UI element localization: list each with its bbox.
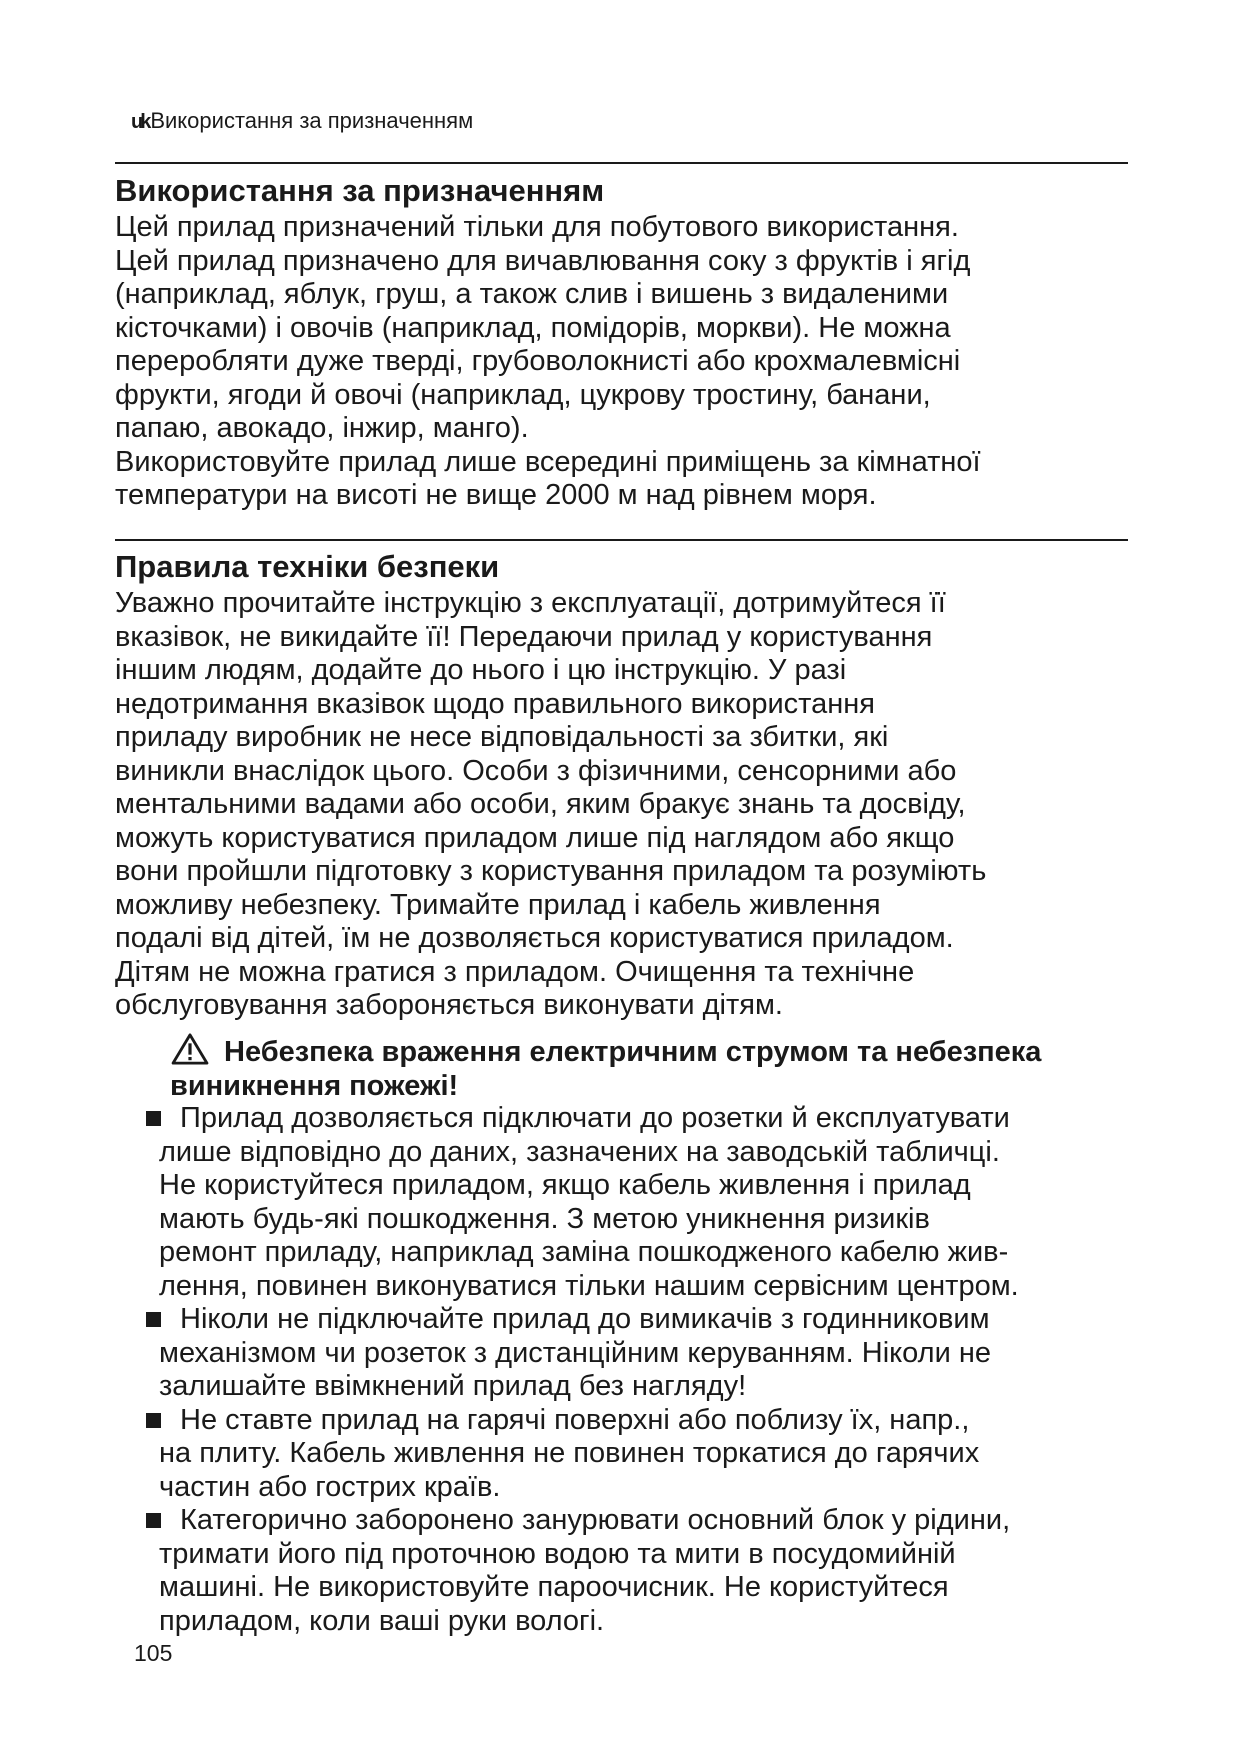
text-line: ментальними вадами або особи, яким бракує знань та досвіду, [115, 788, 966, 820]
warning-triangle-icon [170, 1033, 210, 1065]
list-item-text: Не ставте прилад на гарячі поверхні або поблизу їх, напр., [180, 1403, 970, 1436]
intended-use-heading: Використання за призначенням [115, 173, 605, 208]
list-item-text: Категорично заборонено занурювати основний блок у рідини, [180, 1504, 1011, 1536]
safety-text [115, 587, 1145, 1023]
list-item-text: залишайте ввімкнений прилад без нагляду! [159, 1370, 747, 1402]
text-line: вказівок, не викидайте її! Передаючи прилад у користування [115, 620, 933, 653]
text-line: недотримання вказівок щодо правильного використання [115, 687, 876, 720]
square-bullet-icon [146, 1312, 161, 1327]
list-item-text: Ніколи не підключайте прилад до вимикачів з годинниковим [180, 1303, 990, 1335]
square-bullet-icon [146, 1111, 161, 1126]
list-item-text: механізмом чи розеток з дистанційним керуванням. Ніколи не [159, 1336, 991, 1369]
list-item-text: на плиту. Кабель живлення не повинен торкатися до гарячих [159, 1437, 980, 1469]
text-line: температури на висоті не вище 2000 м над рівнем моря. [115, 479, 877, 511]
safety-heading: Правила техніки безпеки [115, 549, 500, 584]
list-item-text: лише відповідно до даних, зазначених на заводській табличці. [159, 1135, 1000, 1168]
list-item-text: Не користуйтеся приладом, якщо кабель живлення і прилад [159, 1169, 971, 1201]
text-line: папаю, авокадо, інжир, манго). [115, 412, 529, 444]
square-bullet-icon [146, 1513, 161, 1528]
text-line: (наприклад, яблук, груш, а також слив і вишень з видаленими [115, 278, 949, 310]
warning-line [170, 1033, 1170, 1069]
list-item [146, 1504, 1166, 1638]
list-item-text: Прилад дозволяється підключати до розетки й експлуатувати [180, 1102, 1010, 1134]
text-line: іншим людям, додайте до нього і цю інструкцію. У разі [115, 654, 847, 686]
electric-shock-warning [170, 1033, 1170, 1103]
language-code: uk [131, 111, 149, 133]
section-divider [115, 162, 1128, 164]
running-header-title: Використання за призначенням [150, 108, 474, 133]
text-line: Цей прилад призначено для вичавлювання соку з фруктів і ягід [115, 244, 971, 277]
text-line: подалі від дітей, їм не дозволяється користуватися приладом. [115, 922, 954, 954]
list-item [146, 1102, 1166, 1303]
text-line: Уважно прочитайте інструкцію з експлуатації, дотримуйтеся її [115, 587, 946, 619]
intended-use-text [115, 211, 1145, 513]
text-line: Цей прилад призначений тільки для побутового використання. [115, 211, 959, 243]
text-line: приладу виробник не несе відповідальності за збитки, які [115, 721, 889, 753]
text-line: кісточками) і овочів (наприклад, помідорів, моркви). Не можна [115, 311, 951, 344]
text-line: вони пройшли підготовку з користування приладом та розуміють [115, 855, 987, 887]
running-header [131, 108, 473, 135]
list-item-text: частин або гострих країв. [159, 1470, 501, 1503]
safety-bullet-list [146, 1102, 1166, 1638]
safety-section [115, 547, 1145, 1023]
page-number: 105 [134, 1640, 173, 1666]
text-line: обслуговування забороняється виконувати дітям. [115, 989, 783, 1021]
text-line: фрукти, ягоди й овочі (наприклад, цукрову тростину, банани, [115, 378, 931, 411]
text-line: переробляти дуже тверді, грубоволокнисті або крохмалевмісні [115, 345, 961, 377]
list-item-text: машині. Не використовуйте пароочисник. Не користуйтеся [159, 1571, 949, 1603]
text-line: можуть користуватися приладом лише під наглядом або якщо [115, 821, 955, 854]
square-bullet-icon [146, 1413, 161, 1428]
list-item-text: тримати його під проточною водою та мити в посудомийній [159, 1537, 956, 1570]
text-line: виникли внаслідок цього. Особи з фізичними, сенсорними або [115, 754, 957, 787]
warning-title-line-2: виникнення пожежі! [170, 1070, 459, 1102]
section-divider [115, 539, 1128, 541]
list-item-text: ремонт приладу, наприклад заміна пошкодженого кабелю жив- [159, 1236, 1009, 1268]
text-line: Використовуйте прилад лише всередині приміщень за кімнатної [115, 445, 981, 478]
list-item [146, 1404, 1166, 1505]
list-item-text: лення, повинен виконуватися тільки нашим сервісним центром. [159, 1269, 1019, 1302]
list-item-text: мають будь-які пошкодження. З метою уникнення ризиків [159, 1202, 930, 1235]
warning-title-line-1: Небезпека враження електричним струмом та небезпека [224, 1036, 1042, 1068]
text-line: можливу небезпеку. Тримайте прилад і кабель живлення [115, 888, 881, 921]
text-line: Дітям не можна гратися з приладом. Очищення та технічне [115, 955, 915, 988]
list-item [146, 1303, 1166, 1404]
intended-use-section [115, 171, 1145, 513]
list-item-text: приладом, коли ваші руки вологі. [159, 1604, 605, 1637]
